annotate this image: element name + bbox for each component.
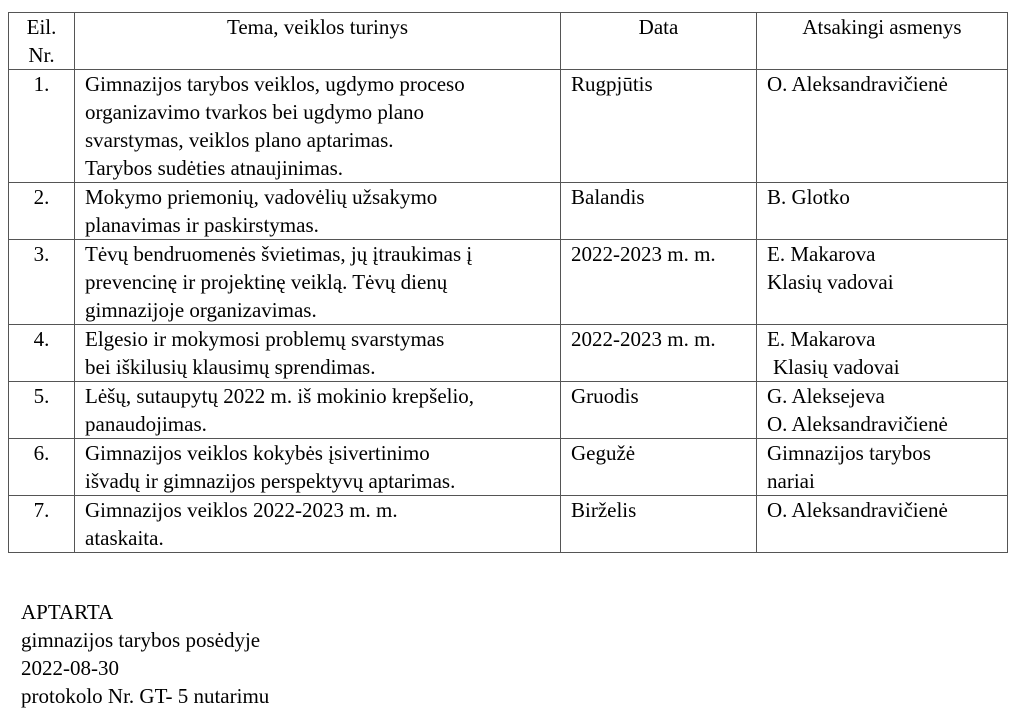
row-responsible xyxy=(757,240,1008,325)
row-topic xyxy=(75,325,561,382)
topic-line: prevencinę ir projektinę veiklą. Tėvų dienų xyxy=(85,270,448,294)
topic-line: išvadų ir gimnazijos perspektyvų aptarimas. xyxy=(85,469,456,493)
row-topic xyxy=(75,183,561,240)
topic-line: Elgesio ir mokymosi problemų svarstymas xyxy=(85,327,445,351)
topic-line: Gimnazijos veiklos kokybės įsivertinimo xyxy=(85,441,430,465)
topic-line: Gimnazijos tarybos veiklos, ugdymo proceso xyxy=(85,72,465,96)
row-topic xyxy=(75,439,561,496)
table-row xyxy=(9,439,1008,496)
table-row xyxy=(9,240,1008,325)
responsible-line: O. Aleksandravičienė xyxy=(767,498,948,522)
topic-line: svarstymas, veiklos plano aptarimas. xyxy=(85,128,394,152)
table-header-row xyxy=(9,13,1008,70)
row-responsible xyxy=(757,382,1008,439)
activity-plan-table xyxy=(8,12,1008,553)
table-row xyxy=(9,382,1008,439)
row-responsible xyxy=(757,439,1008,496)
table-row xyxy=(9,183,1008,240)
row-date: 2022-2023 m. m. xyxy=(561,325,757,382)
row-responsible xyxy=(757,183,1008,240)
topic-line: panaudojimas. xyxy=(85,412,207,436)
approval-title: APTARTA xyxy=(21,600,114,624)
row-number: 7. xyxy=(9,496,75,553)
row-responsible xyxy=(757,70,1008,183)
approval-note xyxy=(21,598,269,710)
row-number: 5. xyxy=(9,382,75,439)
topic-line: planavimas ir paskirstymas. xyxy=(85,213,319,237)
row-number: 4. xyxy=(9,325,75,382)
responsible-line: Klasių vadovai xyxy=(773,355,900,379)
topic-line: Mokymo priemonių, vadovėlių užsakymo xyxy=(85,185,438,209)
header-topic: Tema, veiklos turinys xyxy=(75,13,561,70)
responsible-line: Gimnazijos tarybos xyxy=(767,441,931,465)
topic-line: ataskaita. xyxy=(85,526,164,550)
topic-line: organizavimo tvarkos bei ugdymo plano xyxy=(85,100,425,124)
row-number: 3. xyxy=(9,240,75,325)
row-date: Gegužė xyxy=(561,439,757,496)
row-date: 2022-2023 m. m. xyxy=(561,240,757,325)
topic-line: Gimnazijos veiklos 2022-2023 m. m. xyxy=(85,498,398,522)
row-date: Rugpjūtis xyxy=(561,70,757,183)
table-row xyxy=(9,325,1008,382)
responsible-line: O. Aleksandravičienė xyxy=(767,412,948,436)
approval-date: 2022-08-30 xyxy=(21,656,119,680)
header-date: Data xyxy=(561,13,757,70)
topic-line: Tarybos sudėties atnaujinimas. xyxy=(85,156,344,180)
row-date: Gruodis xyxy=(561,382,757,439)
row-number: 6. xyxy=(9,439,75,496)
topic-line: gimnazijoje organizavimas. xyxy=(85,298,317,322)
row-topic xyxy=(75,496,561,553)
header-nr-line2: Nr. xyxy=(28,43,55,67)
header-nr xyxy=(9,13,75,70)
responsible-line: B. Glotko xyxy=(767,185,850,209)
responsible-line: Klasių vadovai xyxy=(767,270,894,294)
row-date: Birželis xyxy=(561,496,757,553)
row-responsible xyxy=(757,496,1008,553)
row-topic xyxy=(75,70,561,183)
topic-line: bei iškilusių klausimų sprendimas. xyxy=(85,355,376,379)
topic-line: Lėšų, sutaupytų 2022 m. iš mokinio krepšelio, xyxy=(85,384,475,408)
row-responsible xyxy=(757,325,1008,382)
row-topic xyxy=(75,382,561,439)
responsible-line: nariai xyxy=(767,469,815,493)
table-row xyxy=(9,70,1008,183)
topic-line: Tėvų bendruomenės švietimas, jų įtraukimas į xyxy=(85,242,473,266)
table-row xyxy=(9,496,1008,553)
responsible-line: G. Aleksejeva xyxy=(767,384,885,408)
approval-protocol: protokolo Nr. GT- 5 nutarimu xyxy=(21,684,270,708)
header-nr-line1: Eil. xyxy=(26,15,57,39)
responsible-line: E. Makarova xyxy=(767,242,876,266)
approval-meeting: gimnazijos tarybos posėdyje xyxy=(21,628,261,652)
row-number: 1. xyxy=(9,70,75,183)
row-topic xyxy=(75,240,561,325)
row-date: Balandis xyxy=(561,183,757,240)
row-number: 2. xyxy=(9,183,75,240)
header-responsible: Atsakingi asmenys xyxy=(757,13,1008,70)
responsible-line: O. Aleksandravičienė xyxy=(767,72,948,96)
responsible-line: E. Makarova xyxy=(767,327,876,351)
